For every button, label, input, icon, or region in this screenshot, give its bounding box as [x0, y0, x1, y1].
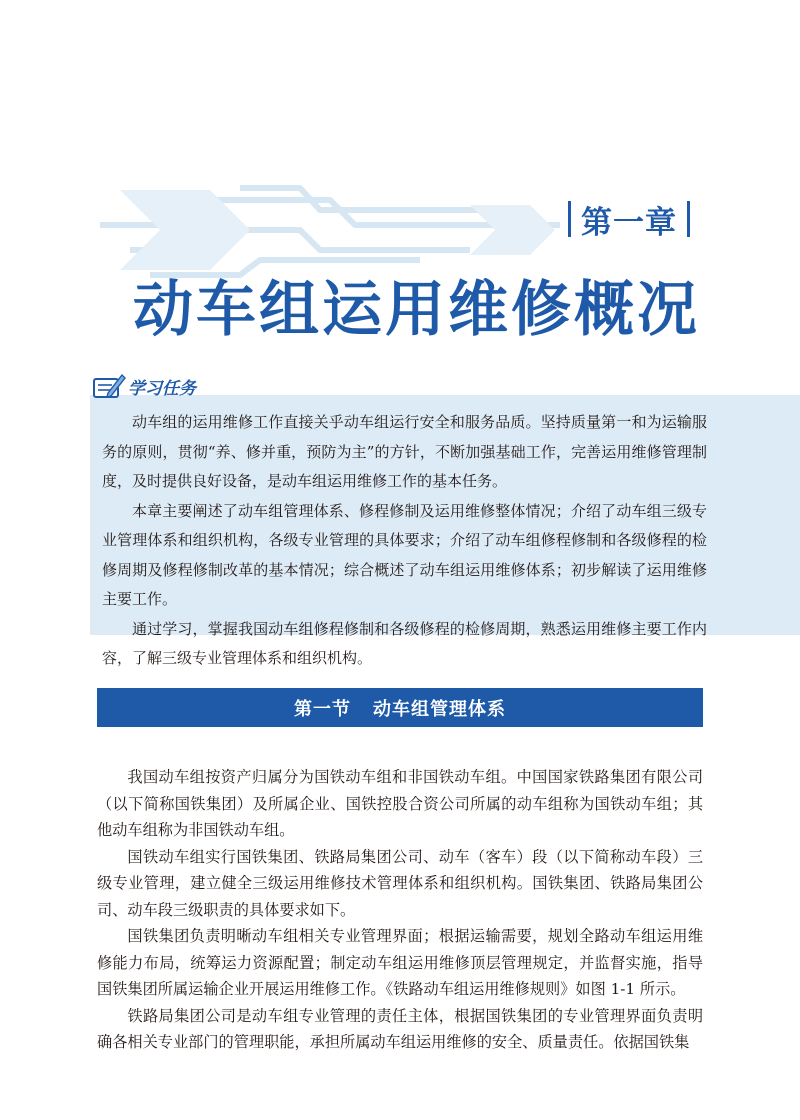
- body-paragraph: 国铁动车组实行国铁集团、铁路局集团公司、动车（客车）段（以下简称动车段）三级专业管理，建立健全三级运用维修技术管理体系和组织机构。国铁集团、铁路局集团公司、动车段三级职责的具体要求如下。: [97, 847, 703, 919]
- chapter-label-bar-right: [687, 201, 690, 237]
- body-text: [97, 764, 703, 1056]
- learning-task-paragraph: 动车组的运用维修工作直接关乎动车组运行安全和服务品质。坚持质量第一和为运输服务的原则，贯彻“养、修并重，预防为主”的方针，不断加强基础工作，完善运用维修管理制度，及时提供良好设备，是动车组运用维修工作的基本任务。: [102, 413, 707, 490]
- section-heading: [97, 688, 703, 727]
- chapter-number: 第一章: [581, 204, 677, 241]
- notebook-pen-icon: [92, 371, 126, 401]
- learning-task-paragraph: 通过学习，掌握我国动车组修程修制和各级修程的检修周期，熟悉运用维修主要工作内容，了解三级专业管理体系和组织机构。: [102, 619, 707, 667]
- body-paragraph: 铁路局集团公司是动车组专业管理的责任主体，根据国铁集团的专业管理界面负责明确各相关专业部门的管理职能，承担所属动车组运用维修的安全、质量责任。依据国铁集: [97, 1006, 703, 1051]
- learning-task-heading: 学习任务: [128, 378, 196, 399]
- body-paragraph: 我国动车组按资产归属分为国铁动车组和非国铁动车组。中国国家铁路集团有限公司（以下简称国铁集团）及所属企业、国铁控股合资公司所属的动车组称为国铁动车组；其他动车组称为非国铁动车组。: [97, 768, 703, 839]
- learning-task-text: [102, 408, 707, 674]
- section-number: 第一节: [294, 698, 351, 720]
- chapter-label-bar-left: [568, 201, 571, 237]
- chapter-title: 动车组运用维修概况: [133, 275, 700, 345]
- learning-task-paragraph: 本章主要阐述了动车组管理体系、修程修制及运用维修整体情况；介绍了动车组三级专业管理体系和组织机构，各级专业管理的具体要求；介绍了动车组修程修制和各级修程的检修周期及修程修制改革的基本情况；综合概述了动车组运用维修体系；初步解读了运用维修主要工作。: [102, 501, 707, 608]
- body-paragraph: 国铁集团负责明晰动车组相关专业管理界面；根据运输需要，规划全路动车组运用维修能力布局，统筹运力资源配置；制定动车组运用维修顶层管理规定，并监督实施，指导国铁集团所属运输企业开展运用维修工作。《铁路动车组运用维修规则》如图 1-1 所示。: [97, 927, 703, 998]
- learning-task-tag: [92, 368, 196, 404]
- section-title: 动车组管理体系: [373, 698, 506, 720]
- chapter-label: [558, 198, 700, 240]
